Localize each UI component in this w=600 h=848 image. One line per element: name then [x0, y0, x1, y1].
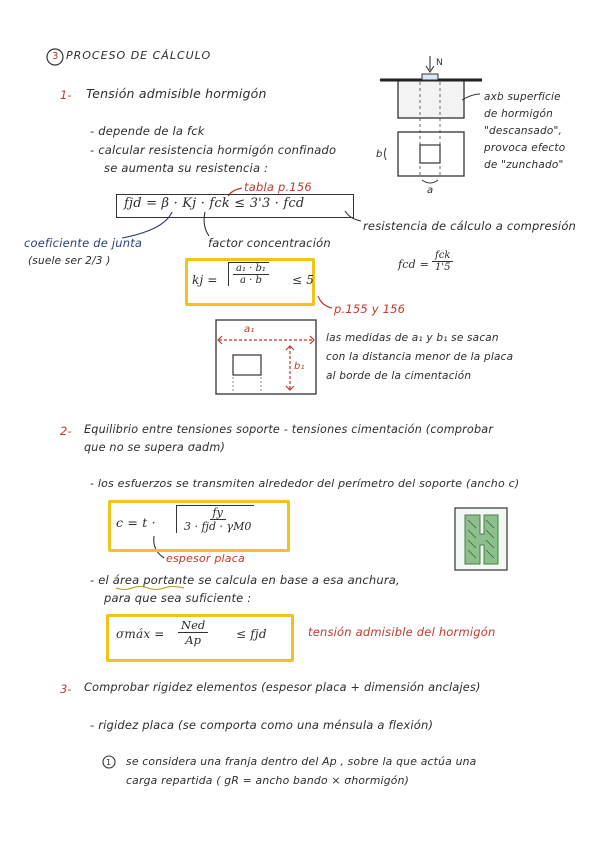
- s3-item-number: 1: [106, 758, 112, 767]
- diagram-n-label: N: [436, 58, 443, 68]
- s3-item-1b: carga repartida ( gR = ancho bando × σhormigón): [126, 774, 410, 787]
- s2-bullet-1: - los esfuerzos se transmiten alrededor del perímetro del soporte (ancho c): [90, 477, 520, 490]
- s3-number: 3-: [60, 682, 72, 696]
- diagram-b-label: b: [376, 149, 383, 160]
- diagram-note-1: axb superficie: [484, 91, 561, 103]
- plate-b1-label: b₁: [294, 361, 305, 372]
- header-number: 3: [52, 51, 59, 62]
- espesor-note: espesor placa: [166, 552, 245, 565]
- diagram-note-4: provoca efecto: [484, 142, 566, 154]
- s1-bullet-1: - depende de la fck: [90, 124, 205, 138]
- factor-note: factor concentración: [208, 236, 331, 250]
- c-denominator: 3 · fjd · γM0: [184, 520, 252, 533]
- s1-number: 1-: [60, 88, 72, 102]
- s2-title-b: que no se supera σadm): [84, 441, 226, 454]
- s2-bullet-2a: - el área portante se calcula en base a esa anchura,: [90, 573, 400, 587]
- fcd-denominator: 1'5: [435, 262, 451, 273]
- plate-text-1: las medidas de a₁ y b₁ se sacan: [326, 332, 499, 344]
- smax-fraction: [178, 618, 208, 647]
- c-fraction: [176, 505, 254, 533]
- c-lhs: c = t ·: [116, 515, 156, 530]
- tension-note: tensión admisible del hormigón: [308, 625, 496, 639]
- base-plate-diagram: [216, 320, 316, 394]
- coef-note: coeficiente de junta: [24, 236, 143, 250]
- kj-numerator: a₁ · b₁: [233, 263, 269, 275]
- s2-title-a: Equilibrio entre tensiones soporte - tensiones cimentación (comprobar: [84, 423, 494, 436]
- s1-bullet-2b: se aumenta su resistencia :: [104, 161, 269, 175]
- plate-a1-label: a₁: [244, 324, 255, 335]
- pages-note: p.155 y 156: [334, 302, 406, 316]
- main-formula: fjd = β · Kj · fck ≤ 3'3 · fcd: [124, 196, 305, 211]
- smax-lhs: σmáx =: [116, 627, 165, 641]
- plate-text-2: con la distancia menor de la placa: [326, 351, 514, 363]
- h-section-diagram: [455, 508, 507, 570]
- kj-lhs: kj =: [192, 273, 218, 287]
- s3-bullet-1: - rigidez placa (se comporta como una ménsula a flexión): [90, 718, 434, 732]
- pages-arrow: [318, 296, 332, 308]
- s2-number: 2-: [60, 424, 72, 438]
- s1-title: Tensión admisible hormigón: [86, 86, 267, 101]
- column-foundation-diagram: [380, 56, 482, 183]
- header-title: PROCESO DE CÁLCULO: [66, 49, 212, 62]
- resistencia-note: resistencia de cálculo a compresión: [363, 219, 577, 233]
- smax-numerator: Ned: [178, 618, 208, 633]
- kj-rhs: ≤ 5: [292, 273, 315, 287]
- diagram-note-5: de "zunchado": [484, 159, 564, 171]
- kj-denominator: a · b: [240, 275, 262, 286]
- smax-denominator: Ap: [185, 633, 201, 647]
- fcd-lhs: fcd =: [398, 258, 429, 271]
- tabla-note: tabla p.156: [244, 180, 312, 194]
- s1-bullet-2a: - calcular resistencia hormigón confinado: [90, 143, 337, 157]
- plate-text-3: al borde de la cimentación: [326, 370, 472, 382]
- coef-sub-note: (suele ser 2/3 ): [28, 255, 111, 267]
- diagram-a-label: a: [427, 185, 434, 196]
- s2-bullet-2b: para que sea suficiente :: [104, 591, 252, 605]
- s3-item-1a: se considera una franja dentro del Ap , sobre la que actúa una: [126, 755, 477, 768]
- s3-title: Comprobar rigidez elementos (espesor placa + dimensión anclajes): [84, 681, 481, 694]
- diagram-note-3: "descansado",: [484, 125, 563, 137]
- fcd-numerator: fck: [432, 250, 453, 262]
- diagram-note-2: de hormigón: [484, 108, 553, 120]
- c-numerator: fy: [210, 506, 226, 520]
- fcd-fraction: [432, 250, 453, 273]
- kj-fraction: [228, 262, 269, 286]
- smax-rhs: ≤ fjd: [236, 627, 267, 641]
